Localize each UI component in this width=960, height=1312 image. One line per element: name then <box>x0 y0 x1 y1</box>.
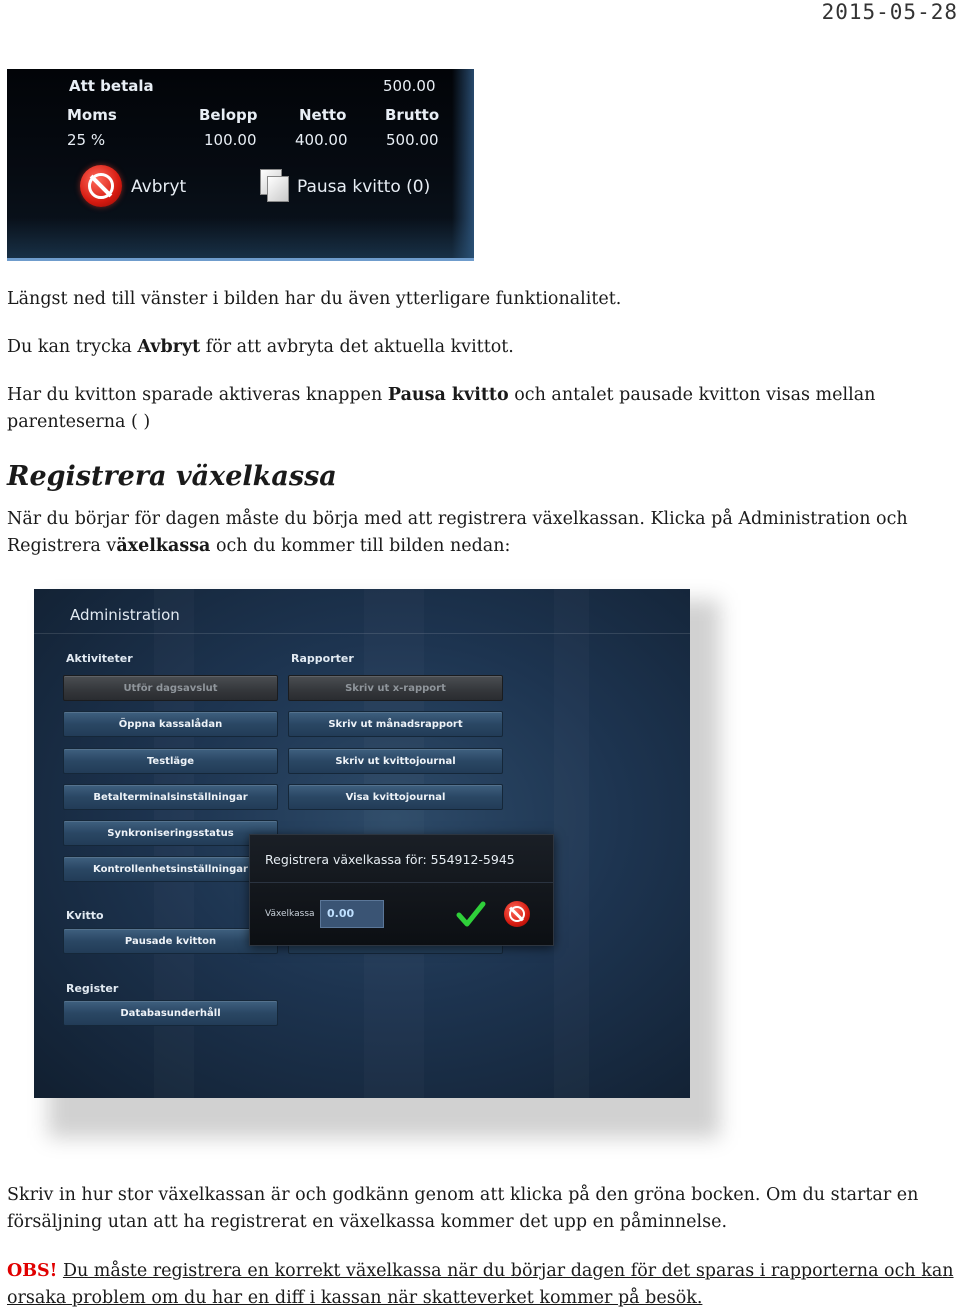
section-heading: Registrera växelkassa <box>7 461 337 492</box>
brutto-header: Brutto <box>385 106 440 124</box>
moms-value: 25 % <box>67 131 106 149</box>
belopp-header: Belopp <box>199 106 258 124</box>
cancel-icon <box>80 165 122 207</box>
pausade-kvitton-button[interactable]: Pausade kvitton <box>63 928 278 954</box>
kontrollenhet-button[interactable]: Kontrollenhetsinställningar <box>63 856 278 882</box>
paragraph-obs: OBS! Du måste registrera en korrekt växelkassa när du börjar dagen för det sparas i rapporterna och kan orsaka problem om du har en diff i kassan när skatteverket kommer på besök. <box>7 1261 954 1308</box>
paragraph-pausa: Har du kvitton sparade aktiveras knappen Pausa kvitto och antalet pausade kvitton visas mellan parenteserna ( ) <box>7 385 876 432</box>
paragraph-register-intro: När du börjar för dagen måste du börja med att registrera växelkassan. Klicka på Administration och Registrera växelkassa och du kommer till bilden nedan: <box>7 509 908 556</box>
visa-kvittojournal-button[interactable]: Visa kvittojournal <box>288 784 503 810</box>
paragraph-functionality: Längst ned till vänster i bilden har du även ytterligare funktionalitet. <box>7 289 622 309</box>
testlage-button[interactable]: Testläge <box>63 748 278 774</box>
synkronisering-button[interactable]: Synkroniseringsstatus <box>63 820 278 846</box>
kassaladan-button[interactable]: Öppna kassalådan <box>63 711 278 737</box>
att-betala-value: 500.00 <box>383 77 436 95</box>
kvittojournal-button[interactable]: Skriv ut kvittojournal <box>288 748 503 774</box>
att-betala-label: Att betala <box>69 77 154 95</box>
section-aktiviteter: Aktiviteter <box>66 652 133 665</box>
obs-label: OBS! <box>7 1261 58 1281</box>
payment-screenshot <box>7 69 474 261</box>
brutto-value: 500.00 <box>386 131 439 149</box>
document-date: 2015-05-28 <box>821 0 958 24</box>
cancel-icon[interactable] <box>504 901 530 927</box>
netto-header: Netto <box>299 106 347 124</box>
databasunderhall-button[interactable]: Databasunderhåll <box>63 1000 278 1026</box>
green-check-icon[interactable] <box>456 899 486 929</box>
pause-receipt-icon <box>260 169 290 203</box>
manadsrapport-button[interactable]: Skriv ut månadsrapport <box>288 711 503 737</box>
betalterminal-button[interactable]: Betalterminalsinställningar <box>63 784 278 810</box>
administration-screenshot <box>34 589 690 1098</box>
pausa-bold: Pausa kvitto <box>387 385 509 405</box>
paragraph-instructions: Skriv in hur stor växelkassan är och godkänn genom att klicka på den gröna bocken. Om du startar en försäljning utan att ha registrerat en växelkassa kommer det upp en påminnelse. <box>7 1185 919 1232</box>
dialog-title: Registrera växelkassa för: 554912-5945 <box>265 852 515 867</box>
x-rapport-button[interactable]: Skriv ut x-rapport <box>288 675 503 701</box>
paragraph-avbryt: Du kan trycka Avbryt för att avbryta det aktuella kvittot. <box>7 337 514 357</box>
netto-value: 400.00 <box>295 131 348 149</box>
vaxelkassa-input[interactable]: 0.00 <box>320 900 384 928</box>
vaxelkassa-label: Växelkassa <box>265 909 315 919</box>
section-rapporter: Rapporter <box>291 652 354 665</box>
belopp-value: 100.00 <box>204 131 257 149</box>
moms-header: Moms <box>67 106 117 124</box>
pausa-kvitto-label: Pausa kvitto (0) <box>297 177 431 197</box>
section-kvitto: Kvitto <box>66 909 104 922</box>
admin-title: Administration <box>70 606 180 624</box>
dagsavslut-button[interactable]: Utför dagsavslut <box>63 675 278 701</box>
avbryt-label: Avbryt <box>131 177 187 197</box>
section-register: Register <box>66 982 119 995</box>
avbryt-bold: Avbryt <box>137 337 201 357</box>
vaxelkassa-dialog <box>249 834 554 946</box>
